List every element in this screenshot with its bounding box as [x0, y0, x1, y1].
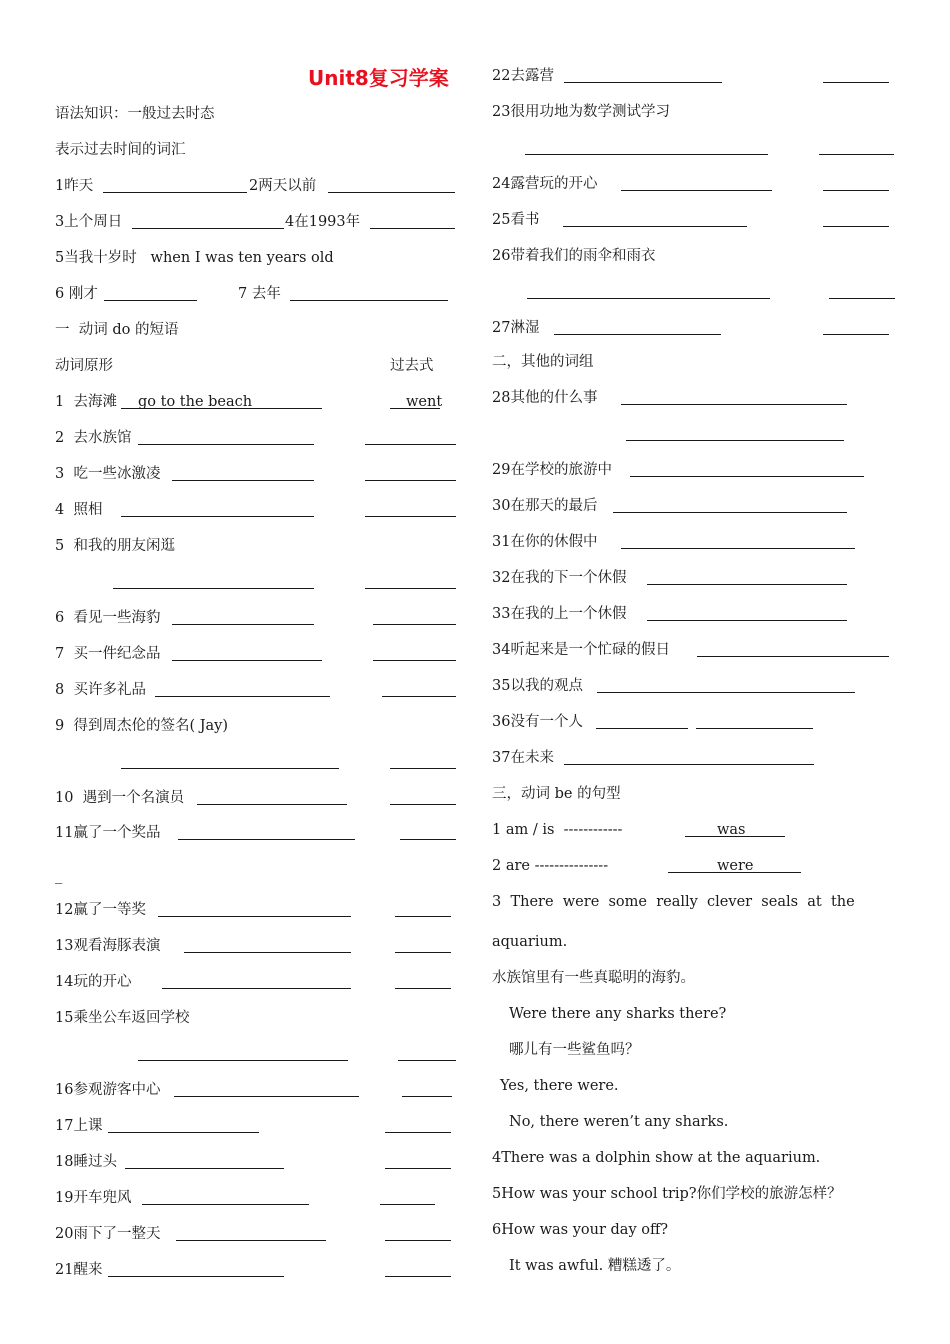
- phrase-14-label: 14玩的开心: [55, 974, 132, 990]
- answer-line[interactable]: [132, 228, 284, 229]
- phrase-2-label: 2 去水族馆: [55, 430, 132, 446]
- phrase-1-answer: go to the beach: [138, 394, 253, 410]
- section-1-heading: 一 动词 do 的短语: [55, 322, 179, 338]
- past-line[interactable]: [373, 624, 456, 625]
- phrase-34-label: 34听起来是一个忙碌的假日: [492, 642, 670, 658]
- answer-line[interactable]: [621, 404, 847, 405]
- past-line[interactable]: [365, 480, 456, 481]
- answer-line[interactable]: [621, 548, 855, 549]
- past-line[interactable]: [385, 1240, 451, 1241]
- past-line[interactable]: [385, 1168, 451, 1169]
- past-line[interactable]: [398, 1060, 456, 1061]
- answer-line[interactable]: [125, 1168, 284, 1169]
- past-line[interactable]: [382, 696, 456, 697]
- be-2-answer: were: [717, 858, 754, 874]
- phrase-1-past: went: [406, 394, 443, 410]
- be-1-answer: was: [717, 822, 746, 838]
- phrase-33-label: 33在我的上一个休假: [492, 606, 627, 622]
- answer-line[interactable]: [697, 656, 889, 657]
- answer-line[interactable]: [174, 1096, 359, 1097]
- answer-line[interactable]: [597, 692, 855, 693]
- phrase-4-label: 4 照相: [55, 502, 103, 518]
- past-line[interactable]: [365, 588, 456, 589]
- item-4-label: 4在1993年: [285, 214, 361, 230]
- answer-line[interactable]: [370, 228, 455, 229]
- past-line[interactable]: [402, 1096, 452, 1097]
- item-1-label: 1昨天: [55, 178, 94, 194]
- past-line[interactable]: [823, 226, 889, 227]
- phrase-19-label: 19开车兜风: [55, 1190, 132, 1206]
- column-past-form: 过去式: [390, 358, 434, 374]
- past-line[interactable]: [395, 916, 451, 917]
- phrase-29-label: 29在学校的旅游中: [492, 462, 612, 478]
- phrase-22-label: 22去露营: [492, 68, 554, 84]
- answer-line[interactable]: [142, 1204, 309, 1205]
- answer-line[interactable]: [108, 1132, 259, 1133]
- phrase-3-label: 3 吃一些冰激凌: [55, 466, 161, 482]
- phrase-11-label: 11赢了一个奖品: [55, 825, 161, 841]
- past-line[interactable]: [823, 190, 889, 191]
- item-5-text: 5当我十岁时 when I was ten years old: [55, 250, 334, 266]
- answer-line[interactable]: [172, 660, 322, 661]
- phrase-25-label: 25看书: [492, 212, 540, 228]
- grammar-heading: 语法知识：一般过去时态: [55, 106, 215, 122]
- answer-line[interactable]: [121, 516, 314, 517]
- page-title: Unit8复习学案: [308, 66, 449, 90]
- answer-line[interactable]: [613, 512, 847, 513]
- answer-line[interactable]: [527, 298, 770, 299]
- past-line[interactable]: [385, 1276, 451, 1277]
- answer-line[interactable]: [113, 588, 314, 589]
- past-line[interactable]: [829, 298, 895, 299]
- past-line[interactable]: [390, 804, 456, 805]
- sentence-3-yes: Yes, there were.: [500, 1078, 619, 1094]
- phrase-6-label: 6 看见一些海豹: [55, 610, 161, 626]
- section-2-heading: 二，其他的词组: [492, 354, 594, 370]
- phrase-16-label: 16参观游客中心: [55, 1082, 161, 1098]
- answer-line[interactable]: [184, 952, 351, 953]
- past-line[interactable]: [373, 660, 456, 661]
- past-line[interactable]: [385, 1132, 451, 1133]
- past-line[interactable]: [400, 839, 456, 840]
- answer-line[interactable]: [104, 300, 197, 301]
- sentence-6-answer: It was awful. 糟糕透了。: [509, 1258, 681, 1274]
- answer-line[interactable]: [696, 728, 813, 729]
- section-3-heading: 三，动词 be 的句型: [492, 786, 621, 802]
- answer-line[interactable]: [290, 300, 448, 301]
- answer-line[interactable]: [647, 584, 847, 585]
- answer-line[interactable]: [596, 728, 688, 729]
- item-3-label: 3上个周日: [55, 214, 123, 230]
- phrase-17-label: 17上课: [55, 1118, 103, 1134]
- phrase-8-label: 8 买许多礼品: [55, 682, 146, 698]
- answer-line[interactable]: [108, 1276, 284, 1277]
- item-6-label: 6 刚才: [55, 286, 98, 302]
- phrase-36-label: 36没有一个人: [492, 714, 583, 730]
- sentence-3-no: No, there weren’t any sharks.: [509, 1114, 729, 1130]
- answer-line[interactable]: [172, 480, 314, 481]
- sentence-3-question: Were there any sharks there?: [509, 1006, 727, 1022]
- answer-line[interactable]: [563, 226, 747, 227]
- answer-line[interactable]: [178, 839, 355, 840]
- sentence-3-translation: 水族馆里有一些真聪明的海豹。: [492, 970, 695, 986]
- phrase-28-label: 28其他的什么事: [492, 390, 598, 406]
- sentence-3-question-translation: 哪儿有一些鲨鱼吗？: [509, 1042, 640, 1058]
- phrase-5-label: 5 和我的朋友闲逛: [55, 538, 175, 554]
- be-1-label: 1 am / is ------------: [492, 822, 623, 838]
- answer-line[interactable]: [564, 764, 814, 765]
- answer-line[interactable]: [121, 768, 339, 769]
- answer-line[interactable]: [328, 192, 455, 193]
- phrase-23-label: 23很用功地为数学测试学习: [492, 104, 670, 120]
- phrase-27-label: 27淋湿: [492, 320, 540, 336]
- phrase-9-label: 9 得到周杰伦的签名( Jay): [55, 718, 229, 734]
- phrase-10-label: 10 遇到一个名演员: [55, 790, 185, 806]
- past-line[interactable]: [819, 154, 894, 155]
- sentence-3-line-1: 3 There were some really clever seals at the: [492, 894, 855, 910]
- past-line[interactable]: [823, 334, 889, 335]
- be-2-label: 2 are ---------------: [492, 858, 609, 874]
- past-line[interactable]: [365, 516, 456, 517]
- phrase-20-label: 20雨下了一整天: [55, 1226, 161, 1242]
- phrase-1-label: 1 去海滩: [55, 394, 117, 410]
- past-line[interactable]: [395, 988, 451, 989]
- answer-line[interactable]: [172, 624, 314, 625]
- answer-line[interactable]: [162, 988, 351, 989]
- answer-line[interactable]: [647, 620, 847, 621]
- answer-line[interactable]: [103, 192, 247, 193]
- phrase-32-label: 32在我的下一个休假: [492, 570, 627, 586]
- sentence-5: 5How was your school trip?你们学校的旅游怎样？: [492, 1186, 842, 1202]
- answer-line[interactable]: [621, 190, 772, 191]
- item-7-label: 7 去年: [238, 286, 281, 302]
- phrase-18-label: 18睡过头: [55, 1154, 117, 1170]
- past-line[interactable]: [823, 82, 889, 83]
- answer-line[interactable]: [630, 476, 864, 477]
- item-2-label: 2两天以前: [249, 178, 317, 194]
- answer-line[interactable]: [158, 916, 351, 917]
- sentence-6: 6How was your day off?: [492, 1222, 669, 1238]
- column-base-form: 动词原形: [55, 358, 113, 374]
- phrase-35-label: 35以我的观点: [492, 678, 583, 694]
- phrase-26-label: 26带着我们的雨伞和雨衣: [492, 248, 656, 264]
- past-line[interactable]: [380, 1204, 435, 1205]
- answer-line[interactable]: [138, 444, 314, 445]
- past-line[interactable]: [365, 444, 456, 445]
- phrase-21-label: 21醒来: [55, 1262, 103, 1278]
- time-vocab-heading: 表示过去时间的词汇: [55, 142, 186, 158]
- sentence-4: 4There was a dolphin show at the aquarium.: [492, 1150, 821, 1166]
- phrase-15-label: 15乘坐公车返回学校: [55, 1010, 190, 1026]
- answer-line[interactable]: [155, 696, 330, 697]
- answer-line[interactable]: [564, 82, 722, 83]
- phrase-13-label: 13观看海豚表演: [55, 938, 161, 954]
- answer-line[interactable]: [197, 804, 347, 805]
- answer-line[interactable]: [176, 1240, 326, 1241]
- phrase-12-label: 12赢了一等奖: [55, 902, 146, 918]
- phrase-37-label: 37在未来: [492, 750, 554, 766]
- phrase-7-label: 7 买一件纪念品: [55, 646, 161, 662]
- answer-line[interactable]: [138, 1060, 348, 1061]
- phrase-30-label: 30在那天的最后: [492, 498, 598, 514]
- past-line[interactable]: [395, 952, 451, 953]
- answer-line[interactable]: [525, 154, 768, 155]
- phrase-11-dash: _: [55, 868, 63, 884]
- phrase-31-label: 31在你的休假中: [492, 534, 598, 550]
- past-line[interactable]: [390, 768, 456, 769]
- phrase-24-label: 24露营玩的开心: [492, 176, 598, 192]
- sentence-3-line-2: aquarium.: [492, 934, 568, 950]
- answer-line[interactable]: [626, 440, 844, 441]
- answer-line[interactable]: [554, 334, 721, 335]
